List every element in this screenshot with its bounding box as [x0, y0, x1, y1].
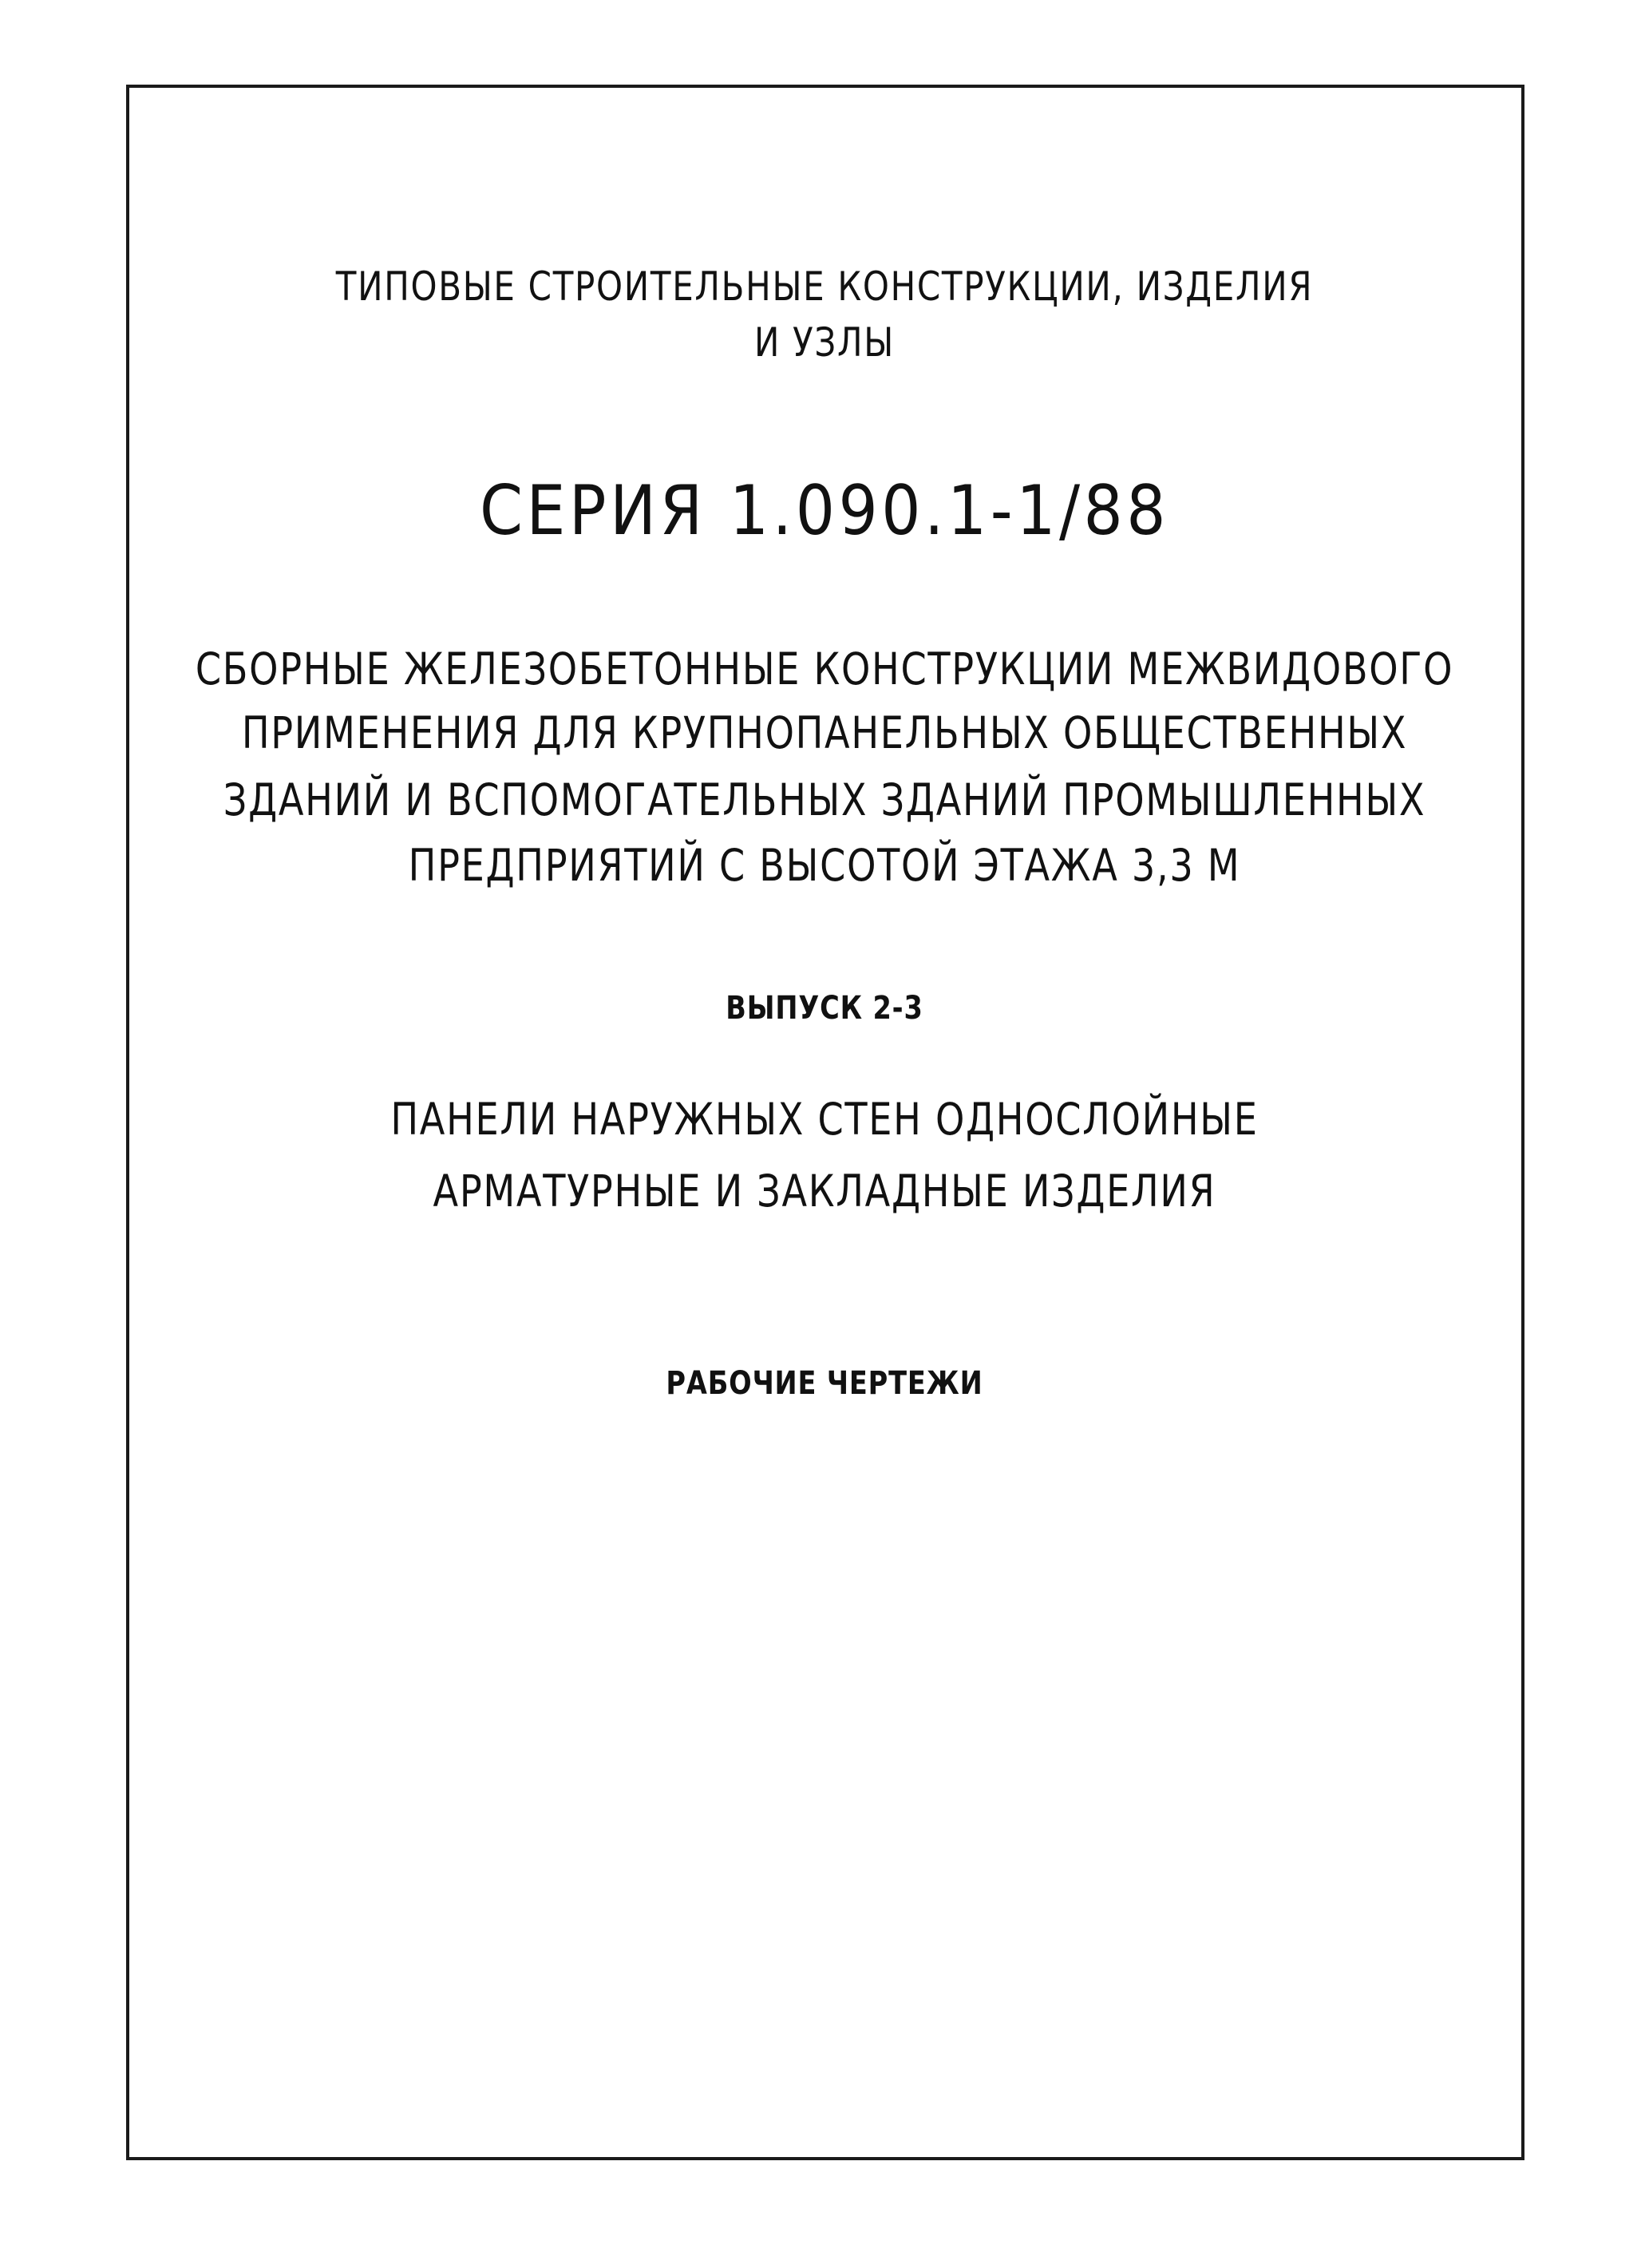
document-type: РАБОЧИЕ ЧЕРТЕЖИ: [666, 1365, 983, 1402]
title-line-3: ЗДАНИЙ И ВСПОМОГАТЕЛЬНЫХ ЗДАНИЙ ПРОМЫШЛЕННЫХ: [223, 774, 1426, 825]
subtitle-line-2: АРМАТУРНЫЕ И ЗАКЛАДНЫЕ ИЗДЕЛИЯ: [433, 1166, 1216, 1217]
header-line-2: И УЗЛЫ: [753, 319, 896, 366]
subtitle-line-1: ПАНЕЛИ НАРУЖНЫХ СТЕН ОДНОСЛОЙНЫЕ: [390, 1094, 1259, 1145]
title-line-2: ПРИМЕНЕНИЯ ДЛЯ КРУПНОПАНЕЛЬНЫХ ОБЩЕСТВЕННЫХ: [241, 707, 1408, 758]
series-number: СЕРИЯ 1.090.1-1/88: [479, 471, 1170, 551]
header-line-1: ТИПОВЫЕ СТРОИТЕЛЬНЫЕ КОНСТРУКЦИИ, ИЗДЕЛИЯ: [335, 263, 1314, 310]
issue-number: ВЫПУСК 2-3: [726, 990, 923, 1027]
title-line-4: ПРЕДПРИЯТИЙ С ВЫСОТОЙ ЭТАЖА 3,3 М: [408, 840, 1241, 891]
title-line-1: СБОРНЫЕ ЖЕЛЕЗОБЕТОННЫЕ КОНСТРУКЦИИ МЕЖВИДОВОГО: [195, 643, 1454, 695]
